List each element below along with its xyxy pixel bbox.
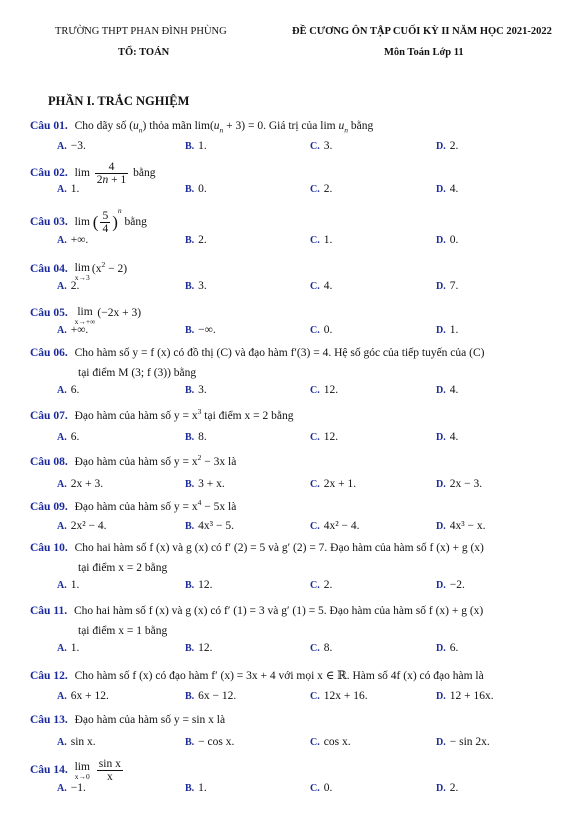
limit: lim x→3	[74, 262, 90, 282]
question-07: Câu 07. Đạo hàm của hàm số $y = x^3$ tại điểm x = 2 bằng A. 6. B. 8. C. 12. D. 4.	[30, 409, 575, 445]
answer-options	[30, 233, 575, 248]
option-b[interactable]: B. 6x − 12.	[185, 690, 237, 702]
question-06	[30, 346, 575, 398]
option-d[interactable]: D. 6.	[436, 642, 459, 654]
option-a[interactable]: A. −1.	[57, 782, 86, 794]
fraction: $\frac{\text{sin x}}{x}$	[98, 757, 121, 783]
answer-options	[30, 323, 575, 338]
question-04: Câu 04. lim x→3 $(x^2 - 2)$ A. 2. B. 3. C. 4. D. 7.	[30, 262, 575, 294]
option-a[interactable]: A. 2.	[57, 280, 80, 292]
option-c[interactable]: C. 12x + 16.	[310, 690, 368, 702]
option-d[interactable]: D. 7.	[436, 280, 459, 292]
option-b[interactable]: B. 1.	[185, 140, 207, 153]
question-label: Câu 13.	[30, 714, 68, 726]
answer-options	[30, 139, 575, 154]
question-12	[30, 669, 575, 704]
question-stem: Cho hai hàm số f (x) và g (x) có f′ (2) = 5 và g′ (2) = 7. Đạo hàm của hàm số f (x) + g (x)	[74, 542, 484, 554]
question-stem: Đạo hàm của hàm số y = sin x là	[74, 714, 226, 726]
option-a[interactable]: A. +∞.	[57, 324, 89, 336]
question-stem-continued: tại điểm x = 2 bằng	[78, 562, 168, 574]
answer-options	[30, 430, 575, 445]
option-a[interactable]: A. 1.	[57, 642, 80, 654]
fraction: $\frac{4}{2n + 1}$	[96, 160, 127, 186]
answer-options	[30, 689, 575, 704]
option-c[interactable]: C. 4x² − 4.	[310, 520, 360, 532]
option-b[interactable]: B. 4x³ − 5.	[185, 520, 234, 532]
question-08: Câu 08. Đạo hàm của hàm số $y = x^2 - 3x$ là A. 2x + 3. B. 3 + x. C. 2x + 1. D. 2x − 3.	[30, 455, 575, 492]
limit: lim x→+∞	[74, 306, 96, 326]
fraction: $\frac{5}{4}$	[102, 209, 109, 235]
option-d[interactable]: D. 4.	[436, 384, 459, 396]
option-d[interactable]: D. 4.	[436, 183, 459, 195]
answer-options	[30, 477, 575, 492]
question-stem: Cho hàm số y = f (x) có đồ thị (C) và đạo hàm f′(3) = 4. Hệ số góc của tiếp tuyến của (C)	[74, 347, 485, 359]
question-13	[30, 713, 575, 750]
answer-options	[30, 383, 575, 398]
question-05: Câu 05. lim x→+∞ (−2x + 3) A. +∞. B. −∞. C. 0. D. 1.	[30, 306, 575, 338]
option-b[interactable]: B. − cos x.	[185, 736, 235, 748]
option-c[interactable]: C. 1.	[310, 234, 333, 246]
option-c[interactable]: C. 2.	[310, 579, 333, 591]
option-b[interactable]: B. 1.	[185, 782, 207, 794]
option-d[interactable]: D. 1.	[436, 324, 459, 336]
question-label: Câu 07.	[30, 410, 68, 422]
question-label: Câu 01.	[30, 120, 68, 132]
option-c[interactable]: C. 0.	[310, 782, 333, 794]
option-b[interactable]: B. 3.	[185, 384, 207, 396]
option-c[interactable]: C. 2x + 1.	[310, 478, 357, 490]
option-a[interactable]: A. +∞.	[57, 234, 89, 246]
answer-options	[30, 279, 575, 294]
question-11	[30, 604, 575, 656]
school-name: TRƯỜNG THPT PHAN ĐÌNH PHÙNG	[55, 26, 227, 37]
option-d[interactable]: D. −2.	[436, 579, 465, 591]
exam-title: ĐỀ CƯƠNG ÔN TẬP CUỐI KỲ II NĂM HỌC 2021-2022	[292, 26, 552, 37]
option-a[interactable]: A. −3.	[57, 140, 86, 153]
section-title: PHẦN I. TRẮC NGHIỆM	[48, 94, 190, 108]
option-d[interactable]: D. 12 + 16x.	[436, 690, 494, 702]
option-d[interactable]: D. 0.	[436, 234, 459, 246]
question-label: Câu 06.	[30, 347, 68, 359]
option-a[interactable]: A. 1.	[57, 183, 80, 195]
option-d[interactable]: D. 2.	[436, 140, 459, 153]
option-c[interactable]: C. 12.	[310, 431, 339, 443]
option-b[interactable]: B. −∞.	[185, 324, 216, 336]
option-a[interactable]: A. 2x + 3.	[57, 478, 104, 490]
question-09: Câu 09. Đạo hàm của hàm số $y = x^4 - 5x$ là A. 2x² − 4. B. 4x³ − 5. C. 4x² − 4. D. 4x³ − x.	[30, 500, 575, 534]
question-label: Câu 14.	[30, 764, 68, 776]
question-label: Câu 03.	[30, 216, 68, 228]
option-c[interactable]: C. 8.	[310, 642, 333, 654]
option-a[interactable]: A. 6x + 12.	[57, 690, 109, 702]
option-b[interactable]: B. 12.	[185, 642, 213, 654]
option-a[interactable]: A. 2x² − 4.	[57, 520, 107, 532]
option-d[interactable]: D. 4.	[436, 431, 459, 443]
option-b[interactable]: B. 12.	[185, 579, 213, 591]
option-c[interactable]: C. 4.	[310, 280, 333, 292]
question-stem: Cho dãy số	[74, 120, 127, 132]
option-a[interactable]: A. 6.	[57, 431, 80, 443]
question-10	[30, 541, 575, 593]
option-b[interactable]: B. 2.	[185, 234, 207, 246]
question-stem: Cho hàm số f (x) có đạo hàm f′ (x) = 3x + 4 với mọi x ∈ ℝ. Hàm số 4f (x) có đạo hàm là	[74, 670, 484, 682]
question-label: Câu 08.	[30, 456, 68, 468]
question-label: Câu 04.	[30, 263, 68, 275]
option-a[interactable]: A. 6.	[57, 384, 80, 396]
option-a[interactable]: A. 1.	[57, 579, 80, 591]
answer-options	[30, 519, 575, 534]
question-label: Câu 09.	[30, 501, 68, 513]
answer-options	[30, 641, 575, 656]
option-c[interactable]: C. 12.	[310, 384, 339, 396]
question-label: Câu 12.	[30, 670, 68, 682]
option-d[interactable]: D. 2.	[436, 782, 459, 794]
question-stem-continued: tại điểm M (3; f (3)) bằng	[78, 367, 197, 379]
question-stem: Cho hai hàm số f (x) và g (x) có f′ (1) = 3 và g′ (1) = 5. Đạo hàm của hàm số f (x) + g (x)	[73, 605, 484, 617]
question-14	[30, 757, 575, 796]
question-01: Câu 01. Cho dãy số $(u_n)$ thỏa mãn $\lim(u_n + 3) = 0$. Giá trị của $\lim u_n$ bằng A. −3. B. 1. C. 3. D. 2.	[30, 119, 575, 154]
department: TỔ: TOÁN	[118, 47, 170, 58]
option-c[interactable]: C. 2.	[310, 183, 333, 195]
question-label: Câu 02.	[30, 167, 68, 179]
option-d[interactable]: D. 4x³ − x.	[436, 520, 486, 532]
option-b[interactable]: B. 3 + x.	[185, 478, 225, 490]
answer-options	[30, 182, 575, 197]
answer-options	[30, 781, 575, 796]
option-d[interactable]: D. 2x − 3.	[436, 478, 483, 490]
option-c[interactable]: C. cos x.	[310, 736, 351, 748]
subject-line: Môn Toán Lớp 11	[384, 47, 464, 58]
option-c[interactable]: C. 0.	[310, 324, 333, 336]
option-c[interactable]: C. 3.	[310, 140, 333, 153]
answer-options	[30, 578, 575, 593]
question-label: Câu 10.	[30, 542, 68, 554]
question-label: Câu 11.	[30, 605, 68, 617]
option-b[interactable]: B. 0.	[185, 183, 207, 195]
question-03: Câu 03. lim ( $\frac{5}{4}$ )$^n$ bằng A. +∞. B. 2. C. 1. D. 0.	[30, 209, 575, 248]
question-02: Câu 02. lim $\frac{4}{2n + 1}$ bằng A. 1. B. 0. C. 2. D. 4.	[30, 160, 575, 197]
question-label: Câu 05.	[30, 307, 68, 319]
answer-options	[30, 735, 575, 750]
option-d[interactable]: D. − sin 2x.	[436, 736, 490, 748]
limit: lim x→0	[74, 760, 90, 781]
option-b[interactable]: B. 3.	[185, 280, 207, 292]
option-b[interactable]: B. 8.	[185, 431, 207, 443]
option-a[interactable]: A. sin x.	[57, 736, 96, 748]
question-stem-continued: tại điểm x = 1 bằng	[78, 625, 168, 637]
